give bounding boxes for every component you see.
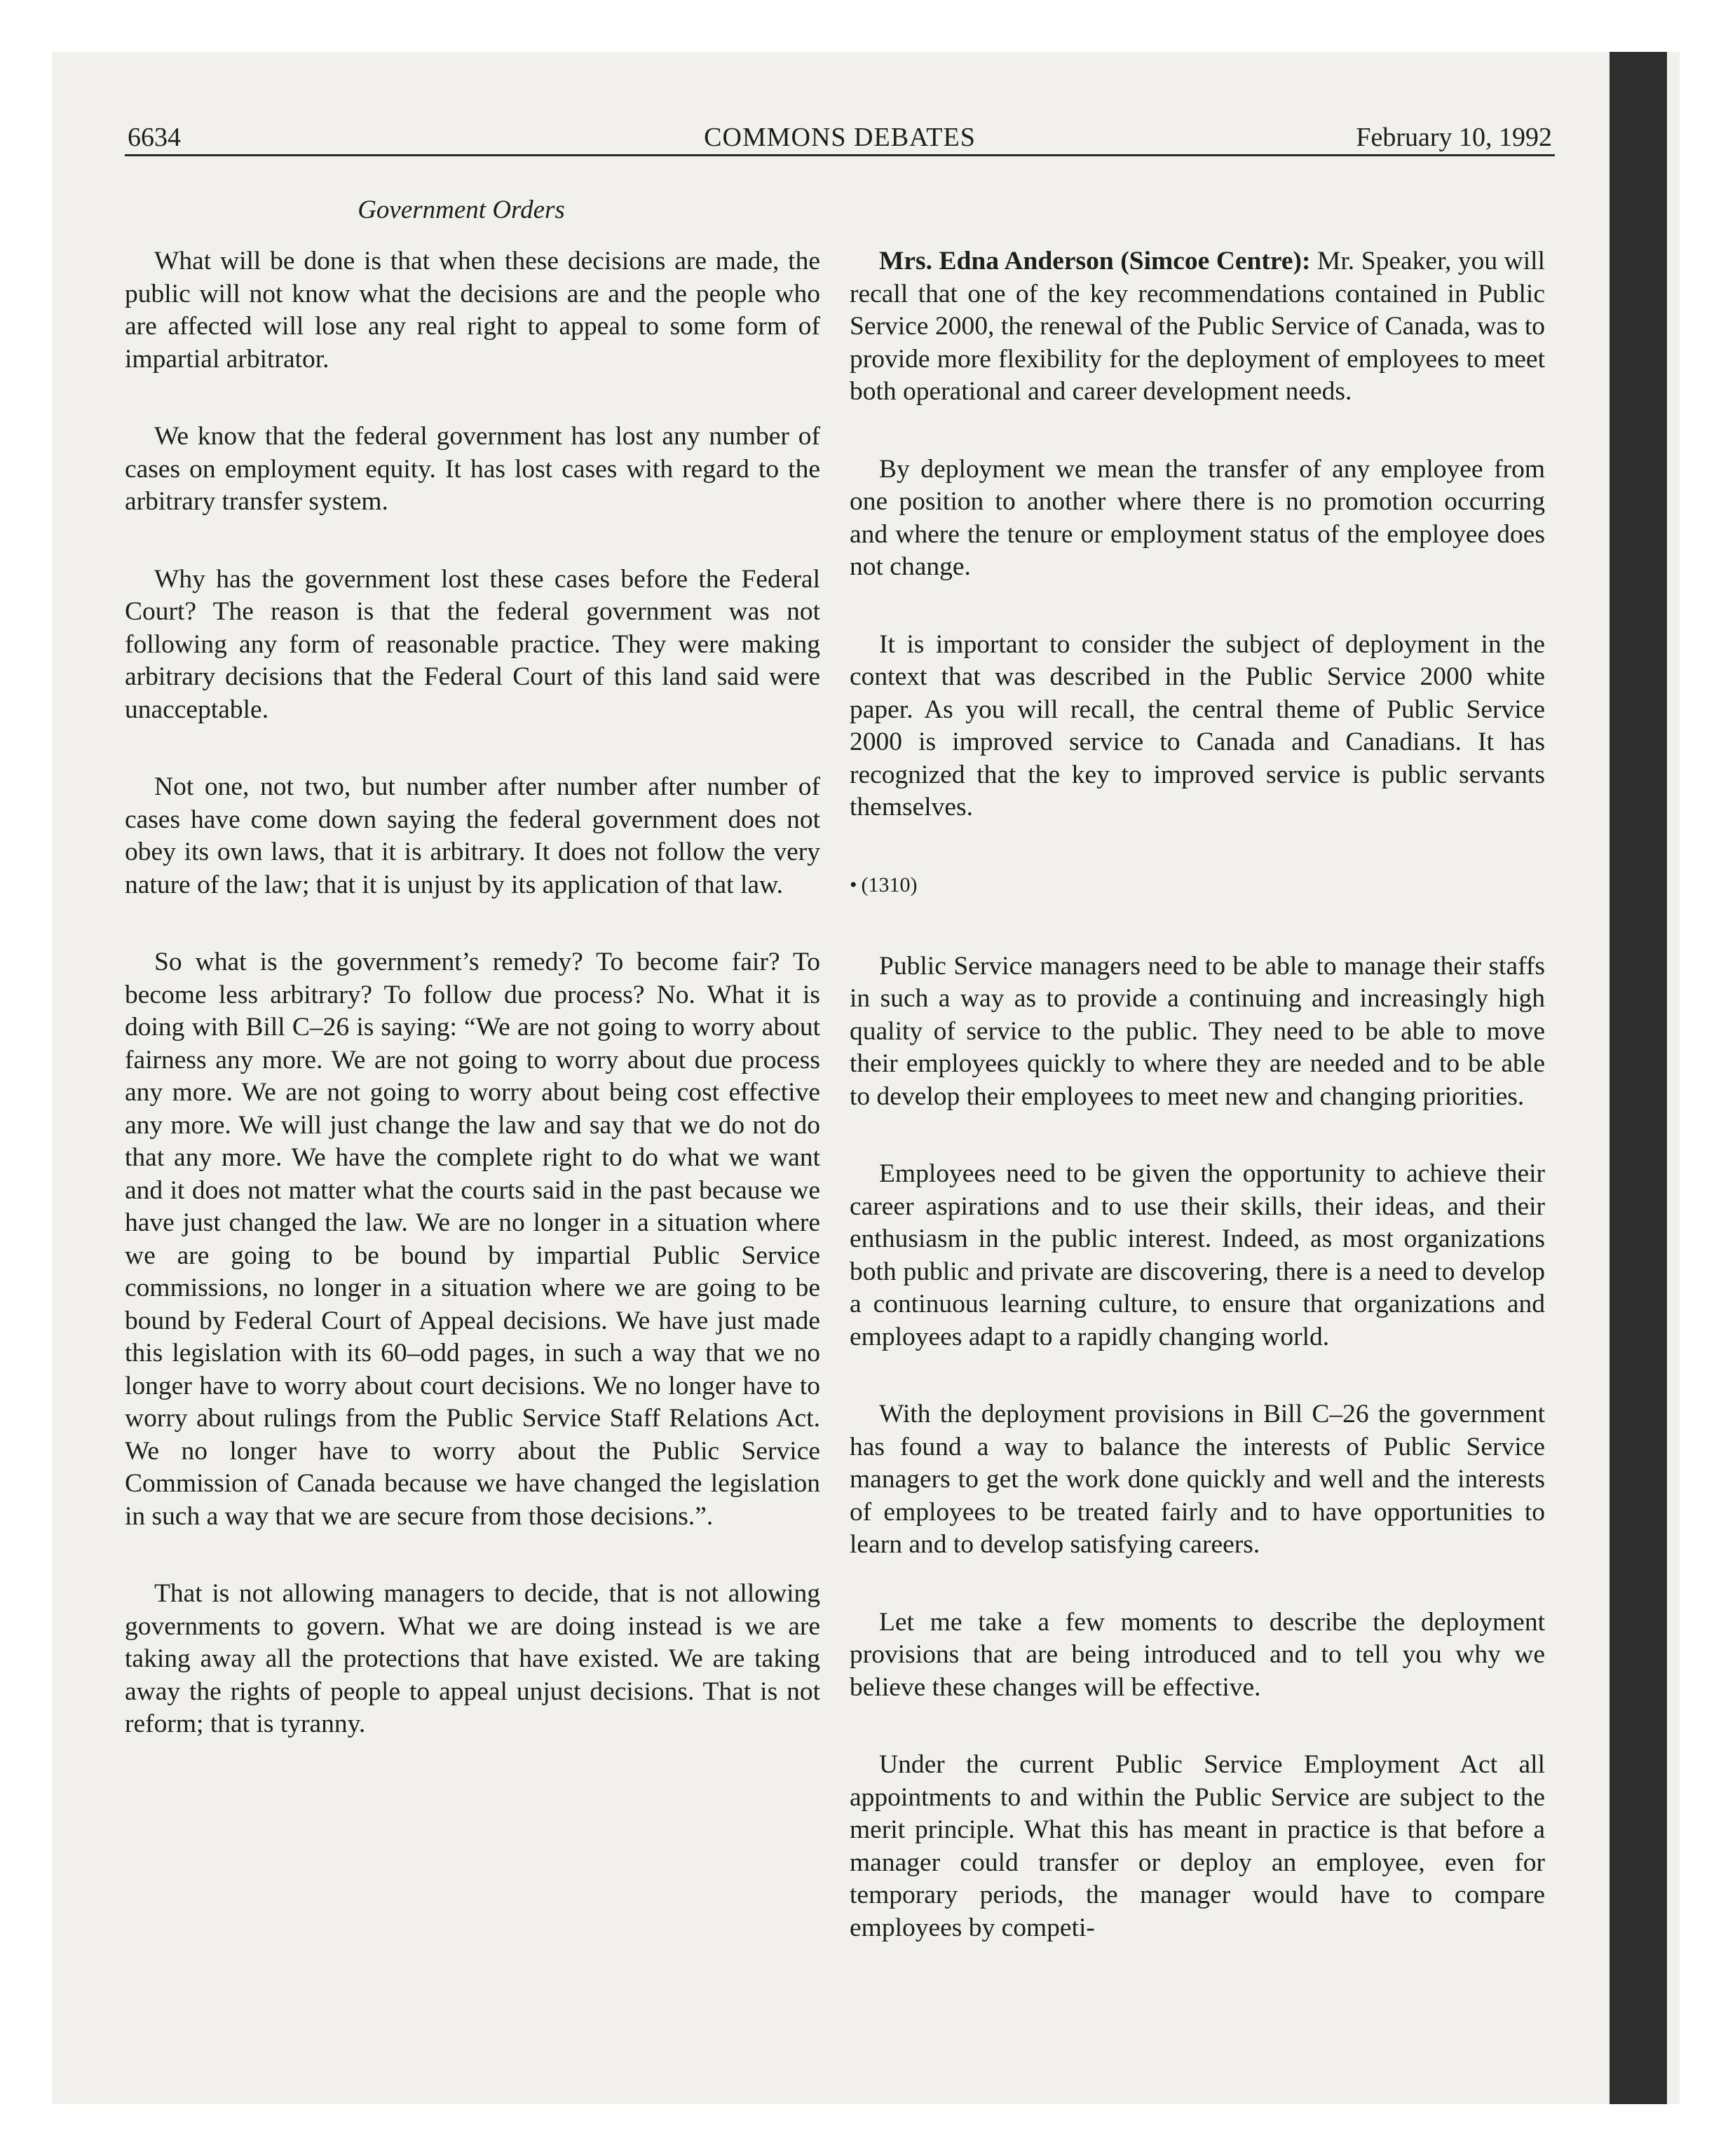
section-title: Government Orders [358, 196, 565, 224]
paragraph: By deployment we mean the transfer of any employee from one position to another where there is no promotion occurring and where the tenure or employment status of the employee does not change. [850, 454, 1545, 581]
left-column [125, 245, 820, 1786]
paragraph: Employees need to be given the opportunity to achieve their career aspirations and to use their skills, their ideas, and their enthusiasm in the public interest. Indeed, as most organizations both public and private are discovering, there is a need to develop a continuous learning culture, to ensure that organizations and employees adapt to a rapidly changing world. [850, 1159, 1545, 1351]
publication-title: COMMONS DEBATES [704, 123, 976, 152]
speech-opening-text: Mr. Speaker, you will recall that one of the key recommendations contained in Public Service 2000, the renewal of the Public Service of Canada, was to provide more flexibility for the deployment of employees to meet both operational and career development needs. [850, 247, 1546, 406]
page-number: 6634 [128, 123, 181, 152]
bullet-icon: • [850, 873, 857, 896]
time-marker [850, 869, 1545, 901]
paragraph: With the deployment provisions in Bill C–26 the government has found a way to balance the interests of Public Service managers to get the work done quickly and well and the interests of employees to be treated fairly and to have opportunities to learn and to develop satisfying careers. [850, 1400, 1545, 1559]
issue-date: February 10, 1992 [1356, 123, 1552, 152]
paragraph: It is important to consider the subject of deployment in the context that was described in the Public Service 2000 white paper. As you will recall, the central theme of Public Service 2000 is improved service to Canada and Canadians. It has recognized that the key to improved service is public servants themselves. [850, 629, 1545, 821]
paragraph: So what is the government’s remedy? To become fair? To become less arbitrary? To follow due process? No. What it is doing with Bill C–26 is saying: “We are not going to worry about fairness any more. We are not going to worry about due process any more. We are not going to worry about being cost effective any more. We will just change the law and say that we do not do that any more. We have the complete right to do what we want and it does not matter what the courts said in the past because we have just changed the law. We are no longer in a situation where we are going to be bound by impartial Public Service commissions, no longer in a situation where we are going to be bound by Federal Court of Appeal decisions. We have just made this legislation with its 60–odd pages, in such a way that we no longer have to worry about court decisions. We no longer have to worry about rulings from the Public Service Staff Relations Act. We no longer have to worry about the Public Service Commission of Canada because we have changed the legislation in such a way that we are secure from those decisions.”. [125, 948, 820, 1531]
paragraph: Not one, not two, but number after number after number of cases have come down saying the federal government does not obey its own laws, that it is arbitrary. It does not follow the very nature of the law; that it is unjust by its application of that law. [125, 772, 820, 899]
scan-binding-edge [1610, 52, 1667, 2104]
paragraph: We know that the federal government has lost any number of cases on employment equity. It has lost cases with regard to the arbitrary transfer system. [125, 422, 820, 516]
paragraph: Why has the government lost these cases before the Federal Court? The reason is that the federal government was not following any form of reasonable practice. They were making arbitrary decisions that the Federal Court of this land said were unacceptable. [125, 564, 820, 724]
paragraph: That is not allowing managers to decide, that is not allowing governments to govern. What we are doing instead is we are taking away all the protections that have existed. We are taking away the rights of people to appeal unjust decisions. That is not reform; that is tyranny. [125, 1579, 820, 1738]
paragraph: Under the current Public Service Employment Act all appointments to and within the Public Service are subject to the merit principle. What this has meant in practice is that before a manager could transfer or deploy an employee, even for temporary periods, the manager would have to compare employees by competi- [850, 1750, 1545, 1942]
right-column [850, 245, 1545, 1989]
running-header [125, 118, 1555, 156]
time-marker-text: (1310) [861, 873, 918, 896]
paragraph: What will be done is that when these decisions are made, the public will not know what the decisions are and the people who are affected will lose any real right to appeal to some form of impartial arbitrator. [125, 247, 820, 374]
paragraph: Let me take a few moments to describe the deployment provisions that are being introduced and to tell you why we believe these changes will be effective. [850, 1607, 1545, 1702]
speaker-name: Mrs. Edna Anderson (Simcoe Centre): [879, 247, 1311, 275]
speech-opening-paragraph [850, 245, 1545, 409]
paragraph: Public Service managers need to be able to manage their staffs in such a way as to provide a continuing and increasingly high quality of service to the public. They need to be able to move their employees quickly to where they are needed and to be able to develop their employees to meet new and changing priorities. [850, 951, 1545, 1111]
